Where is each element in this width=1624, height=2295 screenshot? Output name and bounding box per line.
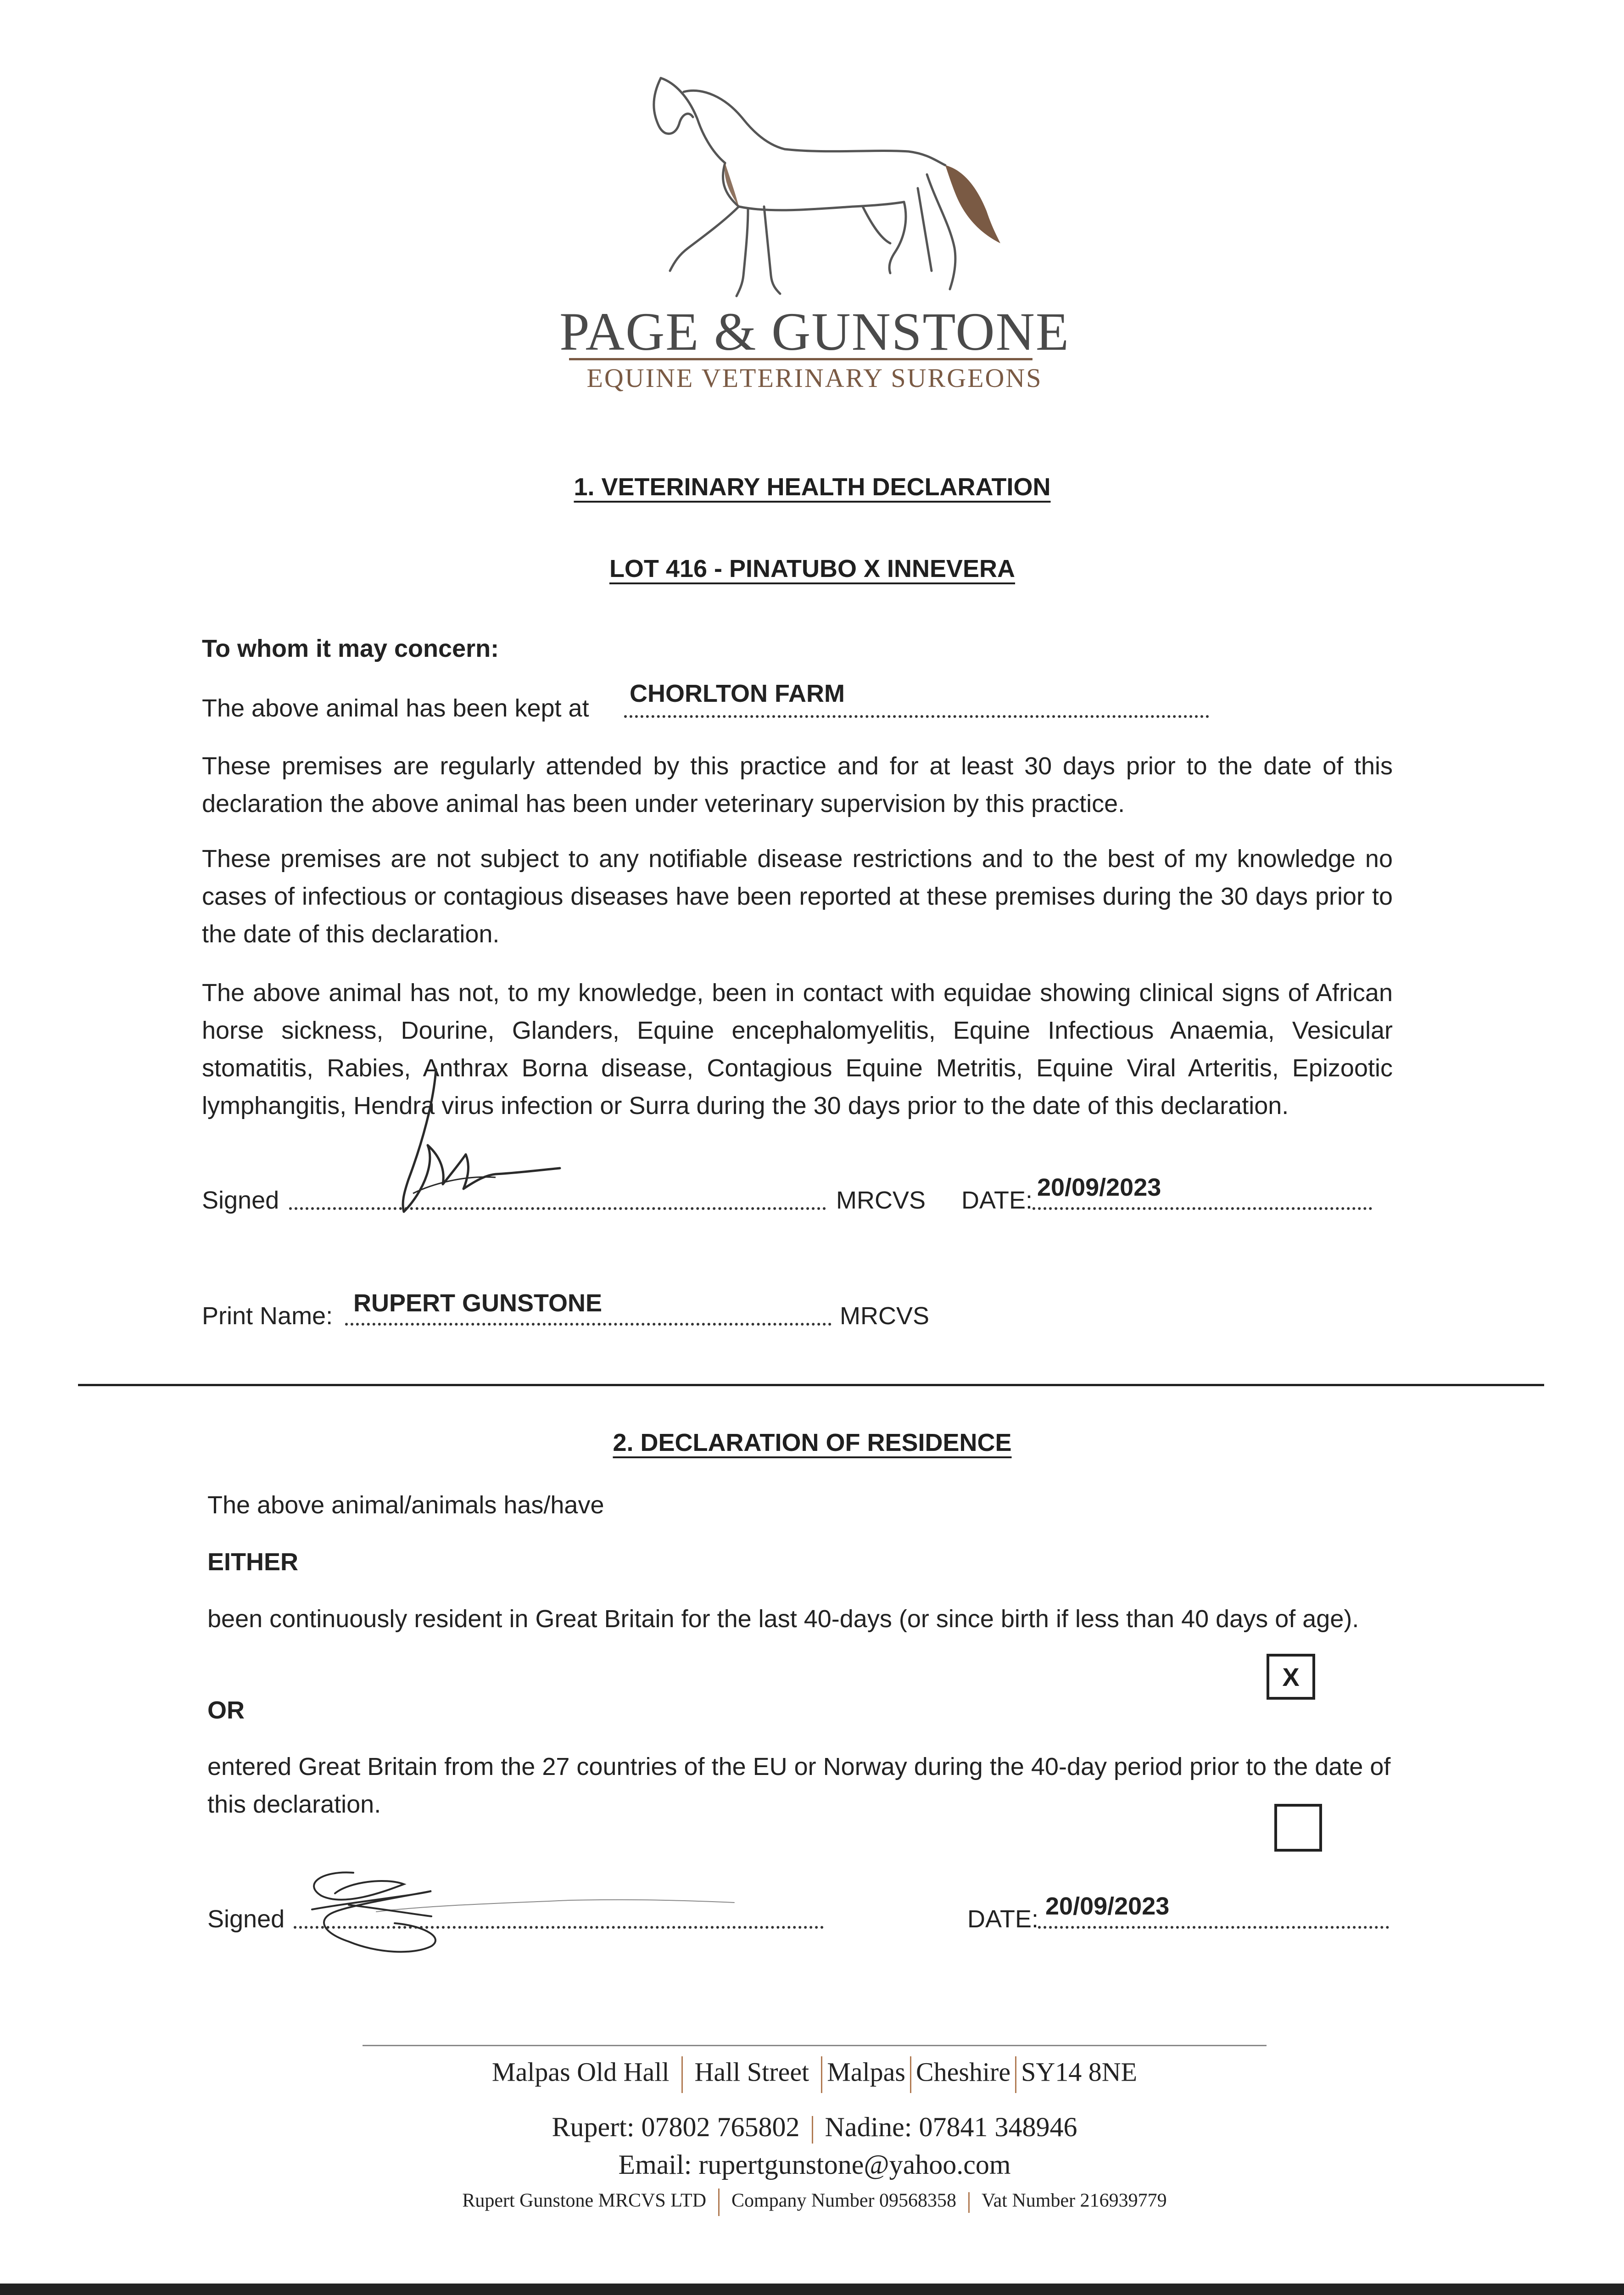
- residence-date-label: DATE:: [967, 1905, 1039, 1933]
- paragraph-supervision: These premises are regularly attended by this practice and for at least 30 days prior to the date of this declaration the above animal has been under veterinary supervision by this practice.: [202, 752, 1393, 817]
- paragraph-diseases: The above animal has not, to my knowledge, been in contact with equidae showing clinical signs of African horse sickness, Dourine, Glanders, Equine encephalomyelitis, Equine Infectious Anaemia, Vesicular stomatitis, Rabies, Anthrax Borna disease, Contagious Equine Metritis, Equine Viral Arteritis, Epizootic lymphangitis, Hendra virus infection or Surra during the 30 days prior to the date of this declaration.: [202, 979, 1393, 1120]
- option2-text: entered Great Britain from the 27 countries of the EU or Norway during the 40-day period prior to the date of this declaration.: [207, 1753, 1391, 1818]
- signed-label: Signed: [202, 1187, 279, 1214]
- footer-address: [363, 2056, 1267, 2093]
- address-line-1: Malpas Old Hall: [491, 2057, 670, 2087]
- option1-text: been continuously resident in Great Britain for the last 40-days (or since birth if less than 40 days of age).: [207, 1605, 1359, 1633]
- section1-heading: 1. VETERINARY HEALTH DECLARATION: [574, 473, 1051, 501]
- address-town: Malpas: [827, 2057, 905, 2087]
- phone-rupert: Rupert: 07802 765802: [552, 2112, 800, 2142]
- either-label: EITHER: [207, 1548, 299, 1576]
- option1-mark: X: [1282, 1662, 1300, 1691]
- residence-date-line: [1038, 1926, 1389, 1929]
- vet-signature: [376, 1065, 569, 1230]
- brand-name: PAGE & GUNSTONE: [559, 302, 1070, 362]
- kept-at-label: The above animal has been kept at: [202, 694, 589, 722]
- address-line-2: Hall Street: [694, 2057, 809, 2087]
- kept-at-line: [624, 715, 1209, 718]
- brand-divider: [569, 358, 1032, 360]
- kept-at-value: CHORLTON FARM: [630, 680, 845, 707]
- phone-nadine: Nadine: 07841 348946: [825, 2112, 1077, 2142]
- residence-date-value: 20/09/2023: [1045, 1892, 1170, 1920]
- date-value: 20/09/2023: [1037, 1174, 1161, 1201]
- date-line: [1032, 1207, 1372, 1210]
- footer-email: Email: rupertgunstone@yahoo.com: [618, 2149, 1011, 2180]
- footer-phones: [363, 2111, 1267, 2144]
- section-divider: [78, 1384, 1544, 1386]
- salutation: To whom it may concern:: [202, 635, 499, 662]
- or-label: OR: [207, 1696, 245, 1724]
- print-name-value: RUPERT GUNSTONE: [353, 1289, 603, 1317]
- print-name-mrcvs: MRCVS: [840, 1302, 930, 1330]
- vat-number: Vat Number 216939779: [981, 2190, 1167, 2211]
- option2-checkbox[interactable]: [1274, 1804, 1322, 1852]
- scan-bottom-edge: [0, 2284, 1624, 2295]
- residence-intro: The above animal/animals has/have: [207, 1491, 604, 1519]
- section2-heading: 2. DECLARATION OF RESIDENCE: [613, 1429, 1012, 1456]
- footer-company: [363, 2189, 1267, 2216]
- print-name-line: [345, 1323, 832, 1326]
- lot-heading: LOT 416 - PINATUBO X INNEVERA: [609, 555, 1016, 582]
- address-county: Cheshire: [915, 2057, 1011, 2087]
- horse-logo-icon: [633, 69, 1000, 308]
- signed-mrcvs: MRCVS: [836, 1187, 926, 1214]
- company-name: Rupert Gunstone MRCVS LTD: [462, 2190, 707, 2211]
- address-postcode: SY14 8NE: [1021, 2057, 1138, 2087]
- brand-subtitle: EQUINE VETERINARY SURGEONS: [586, 363, 1043, 393]
- print-name-label: Print Name:: [202, 1302, 333, 1330]
- date-label: DATE:: [961, 1187, 1033, 1214]
- company-number: Company Number 09568358: [731, 2190, 956, 2211]
- owner-signature: [294, 1859, 743, 1978]
- option1-checkbox[interactable]: [1267, 1654, 1315, 1700]
- paragraph-restrictions: These premises are not subject to any notifiable disease restrictions and to the best of my knowledge no cases of infectious or contagious diseases have been reported at these premises during the 30 days prior to the date of this declaration.: [202, 845, 1393, 948]
- footer-divider: [363, 2045, 1267, 2046]
- residence-signed-label: Signed: [207, 1905, 285, 1933]
